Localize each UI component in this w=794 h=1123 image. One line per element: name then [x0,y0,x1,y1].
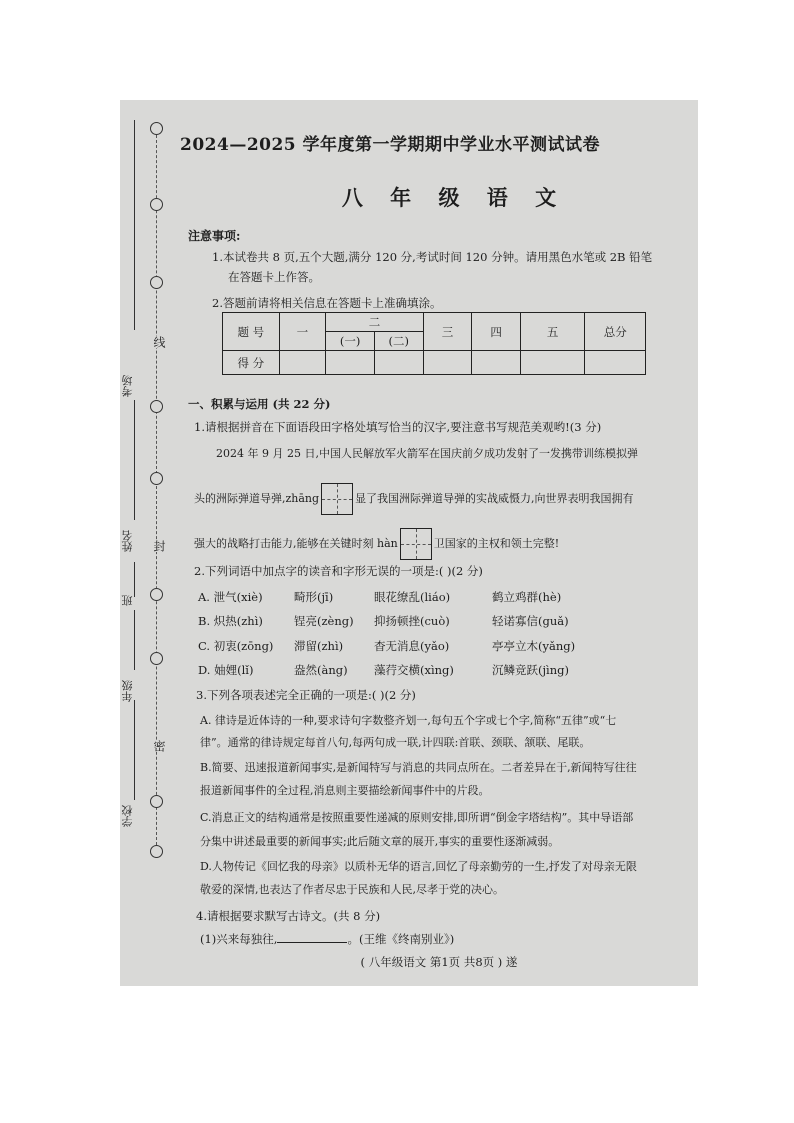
q4-line [200,930,454,948]
q1-text: 卫国家的主权和领土完整! [433,537,560,550]
score-header-cell: 一 [279,313,326,351]
section-heading: 一、积累与运用 (共 22 分) [188,397,331,411]
q4-text: (1)兴来每独往, [200,932,278,946]
score-cell [326,351,375,375]
page-footer: ( 八年级语文 第1页 共8页 ) 遂 [360,955,518,969]
grade-label: 年级 [121,680,134,702]
binding-hole [150,276,163,289]
score-header-cell: 三 [423,313,472,351]
name-field [134,400,135,520]
q3-stem: 3.下列各项表述完全正确的一项是:( )(2 分) [196,688,416,702]
q2-word: 沉鳞竞跃(jìng) [492,663,569,677]
exam-paper [120,100,698,986]
score-subheader-cell: (一) [326,332,375,351]
q2-word: 锃亮(zèng) [294,614,354,628]
q1-text: 强大的战略打击能力,能够在关键时刻 hàn [194,537,398,550]
q2-word: 眼花缭乱(liáo) [374,590,451,604]
q2-word: 盎然(àng) [294,663,348,677]
q3-line: 报道新闻事件的全过程,消息则主要描绘新闻事件中的片段。 [200,784,490,797]
q1-line [194,528,559,560]
q2-stem: 2.下列词语中加点字的读音和字形无误的一项是:( )(2 分) [194,564,483,578]
exam-room-label: 考场 [121,375,134,397]
q1-line: 2024 年 9 月 25 日,中国人民解放军火箭军在国庆前夕成功发射了一发携带训练模拟弹 [216,447,638,460]
q2-word: 鹤立鸡群(hè) [492,590,562,604]
q2-word: C. 初衷(zōng) [198,639,274,653]
notice-item: 在答题卡上作答。 [228,270,320,284]
q1-line [194,483,634,515]
q2-word: 杳无消息(yǎo) [374,639,450,653]
q3-line: A. 律诗是近体诗的一种,要求诗句字数整齐划一,每句五个字或七个字,简称“五律”或“七 [200,714,617,727]
q2-word: A. 泄气(xiè) [198,590,263,604]
q3-line: 律”。通常的律诗规定每首八句,每两句成一联,计四联:首联、颈联、颔联、尾联。 [200,736,591,749]
seal-char-line: 线 [152,336,166,348]
q3-line: B.简要、迅速报道新闻事实,是新闻特写与消息的共同点所在。二者差异在于,新闻特写往往 [200,761,637,774]
notice-item: 2.答题前请将相关信息在答题卡上准确填涂。 [212,296,442,310]
q2-word: 抑扬顿挫(cuò) [374,614,450,628]
q2-word: D. 妯娌(lǐ) [198,663,254,677]
school-label: 学校 [121,805,134,827]
binding-hole [150,400,163,413]
name-label: 姓名 [121,530,134,552]
q2-word: B. 炽热(zhì) [198,614,263,628]
tianzige-box[interactable] [321,483,353,515]
score-cell [374,351,423,375]
q3-line: 敬爱的深情,也表达了作者尽忠于民族和人民,尽孝于党的决心。 [200,883,504,896]
q4-stem: 4.请根据要求默写古诗文。(共 8 分) [196,909,381,923]
subject-title: 八 年 级 语 文 [341,185,567,210]
q3-line: 分集中讲述最重要的新闻事实;此后随文章的展开,事实的重要性逐渐减弱。 [200,835,560,848]
score-header-cell: 五 [520,313,584,351]
q2-word: 畸形(jī) [294,590,334,604]
score-cell [279,351,326,375]
tianzige-box[interactable] [400,528,432,560]
q1-text: 头的洲际弹道导弹,zhāng [194,492,320,505]
q4-text: 。(王维《终南别业》) [347,932,455,946]
seal-char-seal: 封 [152,540,166,552]
seal-char-secret: 密 [152,740,166,752]
answer-blank[interactable] [277,930,347,943]
q2-word: 藻荇交横(xìng) [374,663,454,677]
binding-hole [150,845,163,858]
score-cell [423,351,472,375]
class-label: 班 [121,595,134,606]
score-table [222,312,646,375]
score-subheader-cell: (二) [374,332,423,351]
score-header-cell: 总分 [585,313,646,351]
exam-room-field [134,120,135,330]
grade-field [134,610,135,670]
school-field [134,700,135,800]
binding-hole [150,472,163,485]
binding-hole [150,652,163,665]
q2-word: 轻诺寡信(guǎ) [492,614,569,628]
q2-word: 滞留(zhì) [294,639,344,653]
score-row-label: 得 分 [223,351,280,375]
binding-hole [150,795,163,808]
class-field [134,562,135,597]
exam-title: 2024—2025 学年度第一学期期中学业水平测试试卷 [180,135,601,155]
notice-item: 1.本试卷共 8 页,五个大题,满分 120 分,考试时间 120 分钟。请用黑色水笔或 2B 铅笔 [212,250,653,264]
binding-hole [150,588,163,601]
binding-hole [150,122,163,135]
score-cell [585,351,646,375]
score-cell [520,351,584,375]
notice-heading: 注意事项: [188,229,241,243]
score-header-cell: 二 [326,313,423,332]
q3-line: C.消息正文的结构通常是按照重要性递减的原则安排,即所谓“倒金字塔结构”。其中导语部 [200,811,634,824]
q2-word: 亭亭立木(yǎng) [492,639,576,653]
score-cell [472,351,521,375]
q1-text: 显了我国洲际弹道导弹的实战威慑力,向世界表明我国拥有 [355,492,634,505]
score-header-cell: 四 [472,313,521,351]
q1-stem: 1.请根据拼音在下面语段田字格处填写恰当的汉字,要注意书写规范美观哟!(3 分) [194,420,602,434]
q3-line: D.人物传记《回忆我的母亲》以质朴无华的语言,回忆了母亲勤劳的一生,抒发了对母亲无限 [200,860,637,873]
score-header-cell: 题 号 [223,313,280,351]
